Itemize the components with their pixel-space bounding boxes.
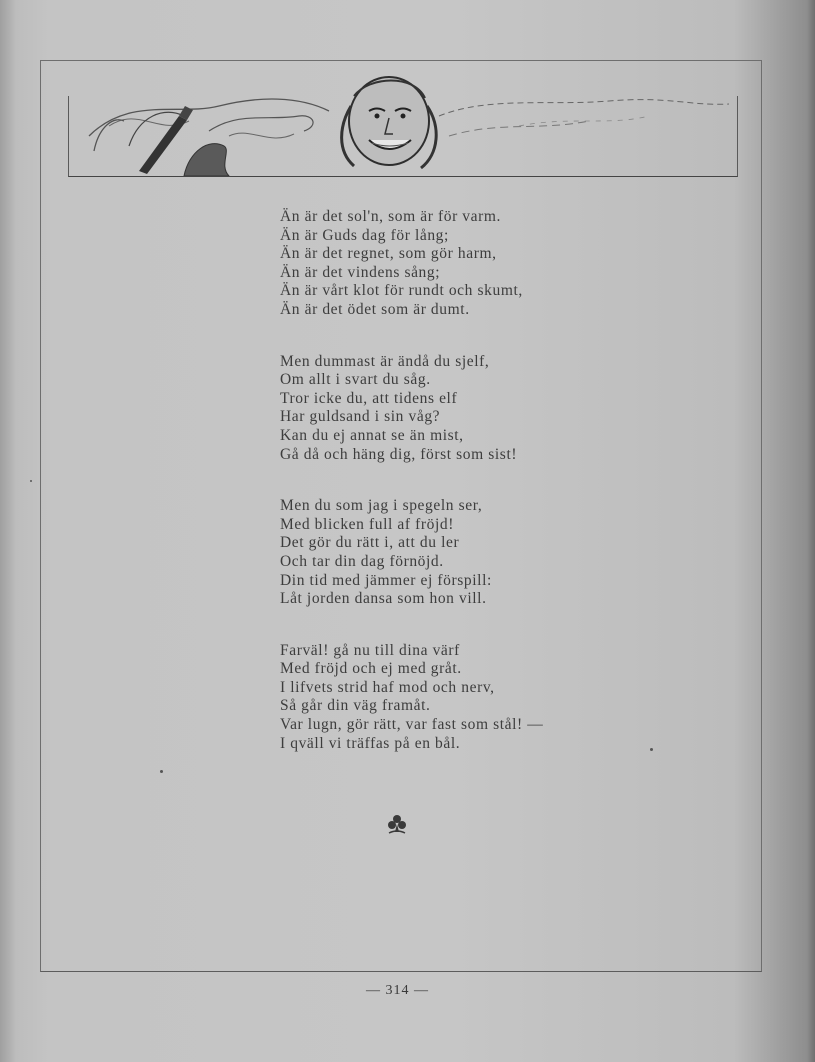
fleuron-ornament-icon — [384, 812, 410, 838]
poem-line: Med blicken full af fröjd! — [280, 515, 454, 533]
header-illustration — [68, 96, 738, 177]
poem-text — [280, 208, 740, 753]
stanza-4 — [280, 642, 740, 754]
paper-speck — [650, 748, 653, 751]
poem-line: Det gör du rätt i, att du ler — [280, 534, 460, 552]
poem-line: Än är det vindens sång; — [280, 263, 441, 281]
poem-line: Än är det regnet, som gör harm, — [280, 245, 497, 263]
poem-line: Än är det ödet som är dumt. — [280, 300, 470, 318]
poem-line: Så går din väg framåt. — [280, 697, 431, 715]
poem-line: Låt jorden dansa som hon vill. — [280, 590, 487, 608]
poem-line: Med fröjd och ej med gråt. — [280, 660, 462, 678]
poem-line: Och tar din dag förnöjd. — [280, 552, 444, 570]
poem-line: Var lugn, gör rätt, var fast som stål! — — [280, 716, 544, 734]
poem-line: I lifvets strid haf mod och nerv, — [280, 678, 495, 696]
page-number: — 314 — — [366, 983, 429, 998]
poem-line: Om allt i svart du såg. — [280, 371, 431, 389]
paper-speck — [160, 770, 163, 773]
poem-line: Än är vårt klot för rundt och skumt, — [280, 282, 523, 300]
poem-line: Kan du ej annat se än mist, — [280, 426, 464, 444]
smiling-face-drawing — [69, 76, 737, 176]
poem-line: Har guldsand i sin våg? — [280, 408, 441, 426]
stanza-1 — [280, 208, 740, 320]
poem-line: Din tid med jämmer ej förspill: — [280, 571, 492, 589]
poem-line: Men dummast är ändå du sjelf, — [280, 352, 490, 370]
poem-line: Än är Guds dag för lång; — [280, 226, 449, 244]
poem-line: Tror icke du, att tidens elf — [280, 389, 458, 407]
poem-line: Gå då och häng dig, först som sist! — [280, 445, 518, 463]
poem-line: Men du som jag i spegeln ser, — [280, 497, 483, 515]
poem-line: Än är det sol'n, som är för varm. — [280, 208, 502, 225]
poem-line: Farväl! gå nu till dina värf — [280, 641, 460, 659]
paper-speck — [30, 480, 32, 482]
stanza-3 — [280, 497, 740, 609]
poem-line: I qväll vi träffas på en bål. — [280, 734, 461, 752]
stanza-2 — [280, 353, 740, 465]
